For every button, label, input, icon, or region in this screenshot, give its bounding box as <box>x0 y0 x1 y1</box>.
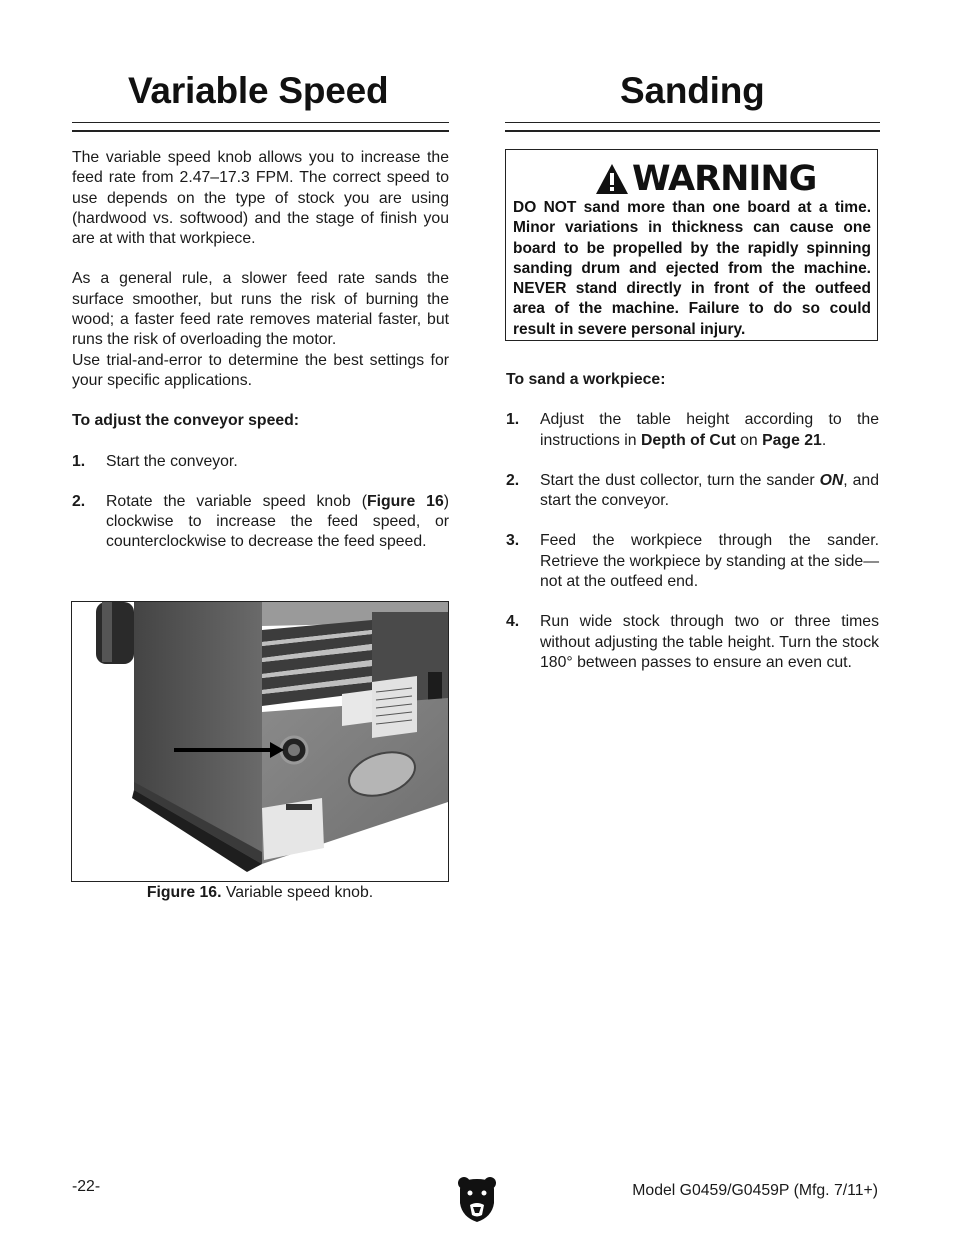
step-text <box>106 492 449 553</box>
adjust-conveyor-subheading: To adjust the conveyor speed: <box>72 412 300 430</box>
bear-logo-icon <box>456 1175 498 1223</box>
variable-speed-heading: Variable Speed <box>128 70 389 111</box>
warning-triangle-icon <box>594 162 630 196</box>
step-number: 1. <box>72 452 86 470</box>
heading-rule-thick <box>72 130 449 132</box>
figure-16-image <box>71 601 449 882</box>
step-text <box>540 410 879 451</box>
general-rule-paragraph: As a general rule, a slower feed rate sands the surface smoother, but runs the risk of burning the wood; a faster feed rate removes material faster, but runs the risk of overloading the motor. <box>72 270 449 349</box>
step-text-part: Start the dust collector, turn the sander <box>540 471 820 489</box>
step-text: Feed the workpiece through the sander. Retrieve the workpiece by standing at the side—not at the outfeed end. <box>540 532 879 591</box>
warning-text: DO NOT sand more than one board at a time. Minor variations in thickness can cause one board to be propelled by the rapidly spinning sanding drum and ejected from the machine. NEVER stand directly in front of the outfeed area of the machine. Failure to do so could result in severe personal injury. <box>513 199 871 338</box>
sander-machine-illustration <box>72 602 448 881</box>
sanding-heading: Sanding <box>620 70 765 111</box>
list-item <box>506 531 879 592</box>
step-number: 3. <box>506 532 520 550</box>
section-reference: Depth of Cut <box>640 431 736 449</box>
warning-header <box>594 159 816 199</box>
step-number: 1. <box>506 411 520 429</box>
figure-reference: Figure 16 <box>366 492 444 510</box>
left-column <box>72 148 449 553</box>
figure-label: Figure 16. <box>146 884 222 901</box>
heading-rule-thick <box>505 130 880 132</box>
on-emphasis: ON <box>819 471 844 489</box>
page-reference: Page 21 <box>762 431 822 449</box>
list-item <box>72 492 449 553</box>
step-text-part: , and start the conveyor. <box>540 471 879 510</box>
figure-caption-text: Variable speed knob. <box>221 884 374 901</box>
step-text-part: . <box>821 431 827 449</box>
step-text-part: on <box>735 431 763 449</box>
figure-16-caption <box>71 884 449 902</box>
trial-error-paragraph: Use trial-and-error to determine the best settings for your specific applications. <box>72 351 449 389</box>
list-item <box>506 410 879 451</box>
sand-workpiece-subheading: To sand a workpiece: <box>506 371 666 388</box>
warning-box <box>505 149 878 341</box>
step-number: 2. <box>72 492 86 510</box>
heading-rule-thin <box>505 122 880 123</box>
step-text-part: Adjust the table height according to the instructions in <box>540 411 879 449</box>
list-item <box>72 452 449 472</box>
step-text: Start the conveyor. <box>106 452 238 470</box>
right-column <box>506 370 879 673</box>
step-text <box>540 471 879 512</box>
step-text-part: ) clockwise to increase the feed speed, or counterclockwise to decrease the feed speed. <box>106 492 449 551</box>
step-number: 2. <box>506 471 520 489</box>
list-item <box>506 471 879 512</box>
step-text: Run wide stock through two or three times without adjusting the table height. Turn the stock 180° between passes to ensure an even cut. <box>540 613 879 671</box>
intro-paragraph: The variable speed knob allows you to increase the feed rate from 2.47–17.3 FPM. The correct speed to use depends on the type of stock you are using (hardwood vs. softwood) and the stage of finish you are at with that workpiece. <box>72 149 449 248</box>
heading-rule-thin <box>72 122 449 123</box>
list-item <box>506 612 879 673</box>
step-text-part: Rotate the variable speed knob ( <box>106 492 367 510</box>
model-info: Model G0459/G0459P (Mfg. 7/11+) <box>632 1182 878 1199</box>
page-number: -22- <box>72 1178 101 1195</box>
step-number: 4. <box>506 613 520 631</box>
warning-title: WARNING <box>632 159 817 199</box>
